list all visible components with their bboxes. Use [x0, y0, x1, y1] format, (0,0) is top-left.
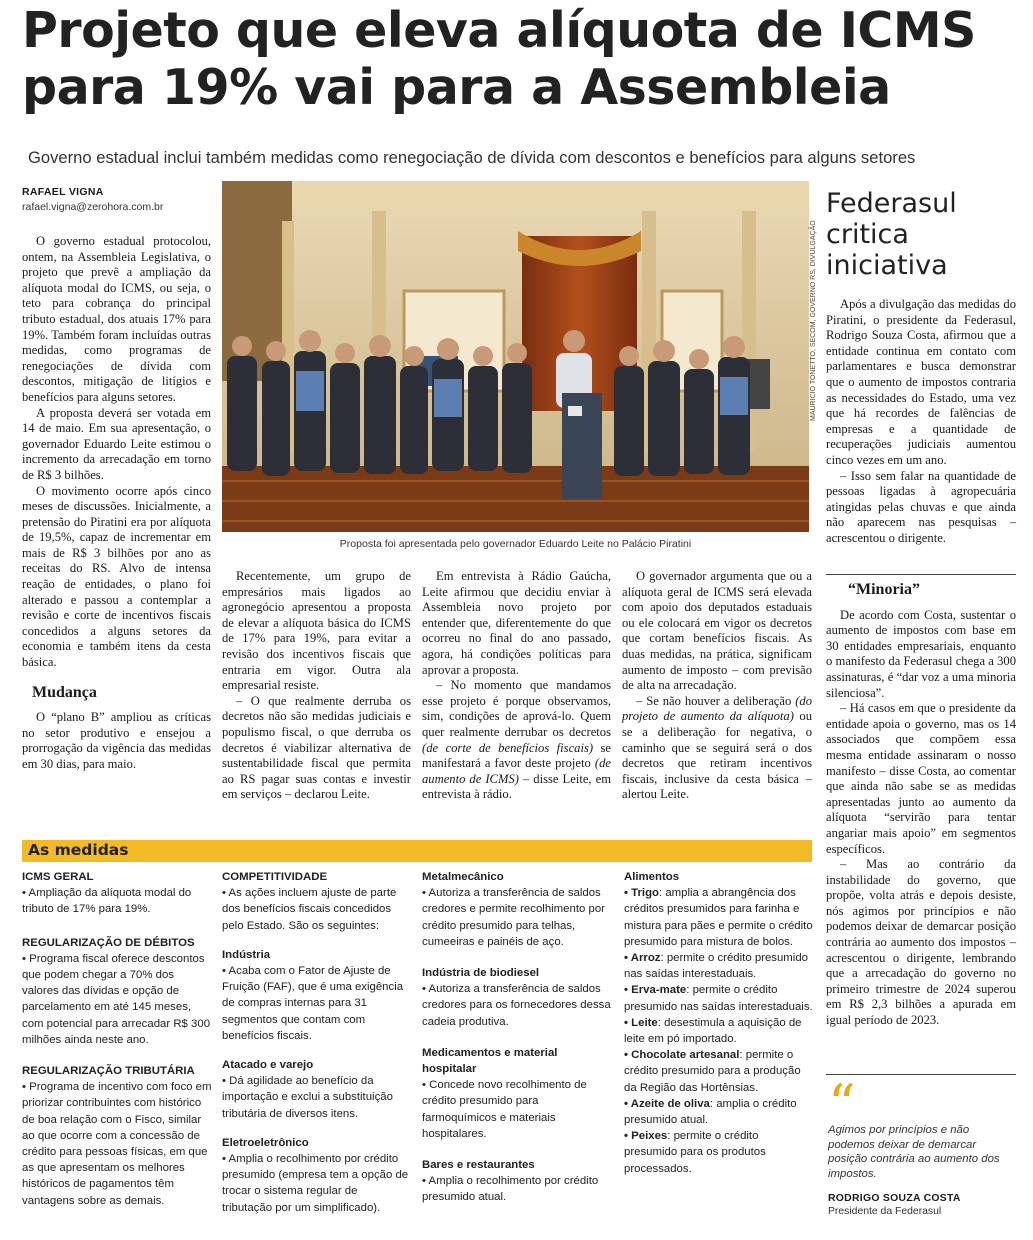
measure-item: • Leite: desestimula a aquisição de leite em pó importado.: [624, 1016, 802, 1046]
measure-item: • Peixes: permite o crédito presumido para os produtos processados.: [624, 1130, 766, 1175]
paragraph: – Mas ao contrário da instabilidade do governo, que propõe, volta atrás e depois desiste, nós agimos por princípios e não podemos deixar de demarcar posição contrária ao aumento dos impostos – acrescentou o dirigente, lembrando que a arrecadação do governo no primeiro trimestre de 2024 superou em R$ 2,3 bilhões a apurada em igual período de 2023.: [826, 857, 1016, 1028]
measure-heading: REGULARIZAÇÃO TRIBUTÁRIA: [22, 1065, 195, 1078]
paragraph: O governo estadual protocolou, ontem, na Assembleia Legislativa, o projeto que prevê a ampliação da alíquota modal do ICMS, ou seja, o teto para cobrança do principal tributo estadual, dos atuais 17% para 19%. Também foram incluídas outras medidas, como programas de renegociações de dívida com descontos, mitigação de litígios e benefícios para alguns setores.: [22, 234, 211, 404]
photo-credit: MAURICIO TONETTO, SECOM, GOVERNO RS, DIVULGAÇÃO: [810, 220, 817, 421]
paragraph: O “plano B” ampliou as críticas no setor produtivo e ensejou a prorrogação da vigência das medidas em 30 dias, para maio.: [22, 710, 211, 771]
article-column-4: [622, 569, 812, 803]
measure-heading: Eletroeletrônico: [222, 1136, 309, 1149]
paragraph: – Se não houver a deliberação (do projeto de aumento da alíquota) ou se a deliberação for negativa, o caminho que se seguirá será o dos decretos que retiram incentivos fiscais, inclusive da cesta básica – alertou Leite.: [622, 693, 812, 802]
quote-author-role: Presidente da Federasul: [828, 1206, 942, 1218]
paragraph: O movimento ocorre após cinco meses de discussões. Inicialmente, a pretensão do Piratini era por alíquota de 19,5%, capaz de incrementar em mais de R$ 3 bilhões por ano as receitas do RS. Alvo de intensa reação de entidades, o plano foi alterado e passou a contemplar a revisão e corte de incentivos fiscais concedidos a alguns setores da economia e também itens da cesta básica.: [22, 483, 211, 670]
measure-heading: ICMS GERAL: [22, 871, 94, 883]
measure-heading: COMPETITIVIDADE: [222, 871, 328, 883]
sidebar-text-upper: [826, 297, 1016, 547]
measure-item: • Azeite de oliva: amplia o crédito presumido atual.: [624, 1097, 797, 1127]
measure-heading: Medicamentos e material hospitalar: [422, 1046, 558, 1076]
measure-item: • Arroz: permite o crédito presumido nas saídas interestaduais.: [624, 952, 808, 981]
measures-column-2: [222, 869, 410, 1216]
quote-mark-icon: “: [828, 1073, 856, 1136]
press-conference-illustration: [222, 181, 809, 532]
sidebar-divider: [826, 574, 1016, 575]
author-name: RAFAEL VIGNA: [22, 186, 104, 198]
paragraph: – Há casos em que o presidente da entidade apoia o governo, mas os 14 associados que compõem essa mesma entidade assinaram o nosso manifesto – disse Costa, ao comentar que ainda não sabe se as medidas apresentadas junto ao aumento da alíquota “servirão para tentar angariar mais apoio” em segmentos específicos.: [826, 701, 1016, 856]
sidebar-text-lower: [826, 582, 1016, 1029]
measure-heading: REGULARIZAÇÃO DE DÉBITOS: [22, 936, 195, 949]
paragraph: – Isso sem falar na quantidade de pessoas ligadas à agropecuária atingidas pelas chuvas e que ainda não aparecem nas pesquisas – acrescentou o dirigente.: [826, 468, 1016, 545]
author-email[interactable]: rafael.vigna@zerohora.com.br: [22, 201, 164, 213]
paragraph: De acordo com Costa, sustentar o aumento de impostos com base em 30 entidades empresariais, enquanto o manifesto da Federasul chega a 300 assinaturas, é “dar voz a uma minoria silenciosa”.: [826, 607, 1016, 700]
measure-text: • As ações incluem ajuste de parte dos benefícios fiscais concedidos pelo Estado. São os seguintes:: [222, 887, 397, 932]
measure-text: • Programa fiscal oferece descontos que podem chegar a 70% dos valores das dívidas e opção de parcelamento em até 145 meses, com potencial para arrecadar R$ 300 milhões ainda neste ano.: [22, 952, 211, 1046]
measures-column-4: [624, 869, 814, 1177]
measures-title: As medidas: [28, 841, 129, 859]
paragraph: – O que realmente derruba os decretos não são medidas judiciais e populismo fiscal, o que derruba os decretos é viabilizar alternativa de sustentabilidade fiscal que permita ao RS pagar suas contas e investir em serviços – declarou Leite.: [222, 693, 411, 802]
section-heading-mudanca: Mudança: [32, 683, 97, 701]
measure-text: • Ampliação da alíquota modal do tributo de 17% para 19%.: [22, 887, 192, 916]
measures-column-1: [22, 869, 212, 1209]
photo-caption: Proposta foi apresentada pelo governador Eduardo Leite no Palácio Piratini: [339, 538, 692, 550]
headline: Projeto que eleva alíquota de ICMS para 19% vai para a Assembleia: [22, 2, 976, 116]
measure-heading: Bares e restaurantes: [422, 1159, 535, 1172]
quote-text: Agimos por princípios e não podemos deixar de demarcar posição contrária ao aumento dos impostos.: [828, 1124, 1000, 1180]
measure-text: • Acaba com o Fator de Ajuste de Fruição (FAF), que é uma exigência de compras internas para 31 segmentos que contam com benefícios fiscais.: [222, 965, 404, 1042]
paragraph: Após a divulgação das medidas do Piratini, o presidente da Federasul, Rodrigo Souza Costa, afirmou que a entidade continua em contato com parlamentares e busca demonstrar que o aumento de impostos contraria as necessidades do Estado, uma vez que há recordes de falências de empresas e a quantidade de recuperações judiciais aumentou cinco vezes em um ano.: [826, 297, 1016, 467]
byline: [22, 186, 222, 213]
measures-column-3: [422, 869, 612, 1206]
article-column-2: [222, 569, 411, 803]
measure-heading: Alimentos: [624, 871, 680, 883]
pull-quote: [828, 1073, 1018, 1218]
paragraph: O governador argumenta que ou a alíquota geral de ICMS será elevada com apoio dos deputados estaduais ou ele colocará em vigor os decretos que cortam benefícios fiscais. As duas medidas, na prática, significam aumento de imposto – com previsão de alta na arrecadação.: [622, 569, 812, 693]
sidebar-title: Federasul critica iniciativa: [826, 188, 957, 281]
quote-author: RODRIGO SOUZA COSTA: [828, 1193, 961, 1205]
measure-item: • Trigo: amplia a abrangência dos créditos presumidos para farinha e mistura para pães e permite o crédito presumido para mistura de bolos.: [624, 887, 813, 948]
measure-text: • Amplia o recolhimento por crédito presumido atual.: [422, 1175, 599, 1204]
article-column-3: [422, 569, 611, 803]
measure-heading: Indústria de biodiesel: [422, 967, 540, 980]
measure-item: • Chocolate artesanal: permite o crédito presumido para a produção da Região das Hortênsias.: [624, 1049, 801, 1094]
section-heading-minoria: “Minoria”: [848, 581, 920, 598]
subheadline: Governo estadual inclui também medidas como renegociação de dívida com descontos e benefícios para alguns setores: [28, 148, 916, 167]
measure-heading: Metalmecânico: [422, 871, 504, 883]
measure-text: • Dá agilidade ao benefício da importação e exclui a substituição tributária de diversos itens.: [222, 1075, 393, 1120]
paragraph: A proposta deverá ser votada em 14 de maio. Em sua apresentação, o governador Eduardo Leite estimou o incremento da arrecadação em torno de R$ 3 bilhões.: [22, 405, 211, 482]
measure-heading: Atacado e varejo: [222, 1059, 314, 1072]
paragraph: Recentemente, um grupo de empresários mais ligados ao agronegócio apresentou a proposta de elevar a alíquota básica do ICMS de 17% para 19%, para evitar a revisão dos incentivos fiscais que entraria em vigor. Outra ala empresarial resiste.: [222, 569, 411, 693]
measure-text: • Amplia o recolhimento por crédito presumido (empresa tem a opção de trocar o sistema regular de tributação por um simplificado).: [222, 1153, 409, 1214]
measure-heading: Indústria: [222, 948, 271, 961]
measure-text: • Concede novo recolhimento de crédito presumido para farmoquímicos e materiais hospitalares.: [422, 1079, 587, 1140]
measure-text: • Autoriza a transferência de saldos credores para os fornecedores dessa cadeia produtiva.: [422, 983, 611, 1028]
article-photo: [222, 181, 809, 532]
paragraph: – No momento que mandamos esse projeto é porque observamos, sim, condições de aprová-lo. Quem quer realmente derrubar os decretos (de corte de benefícios fiscais) se manifestará a favor deste projeto (de aumento de ICMS) – disse Leite, em entrevista à rádio.: [422, 678, 611, 802]
measure-item: • Erva-mate: permite o crédito presumido nas saídas interestaduais.: [624, 984, 813, 1013]
measure-text: • Autoriza a transferência de saldos credores e permite recolhimento por crédito presumido para telhas, cumeeiras e painéis de aço.: [422, 887, 605, 948]
paragraph: Em entrevista à Rádio Gaúcha, Leite afirmou que decidiu enviar à Assembleia novo projeto por entender que, diferentemente do que ocorreu no final do ano passado, agora, há condições políticas para aprovar a proposta.: [422, 569, 611, 677]
measures-header-band: [22, 840, 812, 862]
article-column-1: [22, 234, 211, 773]
measure-text: • Programa de incentivo com foco em priorizar contribuintes com histórico de boa relação com o Fisco, similar ao que ocorre com a concessão de crédito para pessoas físicas, em que as que apresentam os melhores históricos de pagamentos têm vantagens sobre as demais.: [22, 1081, 212, 1207]
